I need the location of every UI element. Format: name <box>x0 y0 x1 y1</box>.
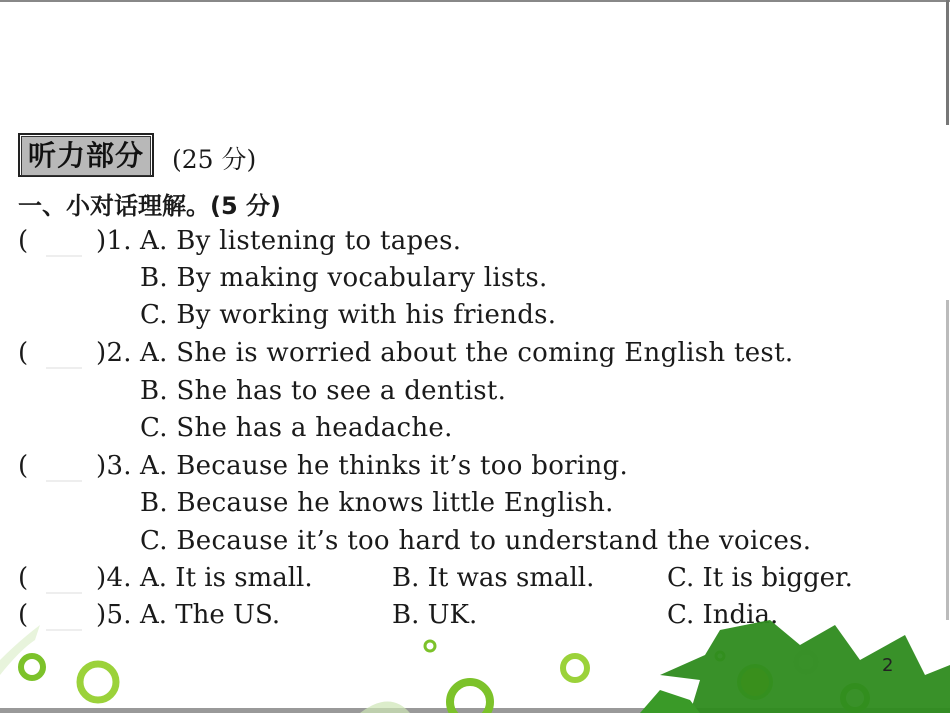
top-rule <box>0 0 950 2</box>
section-title: 听力部分 <box>21 136 151 176</box>
option-b: B. It was small. <box>392 563 595 593</box>
ring-icon <box>80 664 116 700</box>
option-c: C. She has a headache. <box>140 413 453 443</box>
option-a: A. Because he thinks it’s too boring. <box>140 451 629 481</box>
option-c: C. India. <box>667 600 779 630</box>
option-a: A. It is small. <box>140 563 313 593</box>
leaf-icon <box>360 702 410 713</box>
option-b: B. By making vocabulary lists. <box>140 263 548 293</box>
question-number: )1. <box>96 226 132 256</box>
answer-paren: ( <box>18 338 29 368</box>
option-a: A. By listening to tapes. <box>140 226 462 256</box>
decorative-footer <box>0 620 950 713</box>
section-title-box <box>18 133 154 177</box>
option-b: B. Because he knows little English. <box>140 488 614 518</box>
section-score: (25 分) <box>172 145 257 174</box>
option-c: C. By working with his friends. <box>140 300 557 330</box>
option-a: A. The US. <box>140 600 281 630</box>
question-number: )2. <box>96 338 132 368</box>
option-c: C. Because it’s too hard to understand the voices. <box>140 526 812 556</box>
part-heading: 一、小对话理解。(5 分) <box>18 192 281 220</box>
ring-icon <box>21 656 43 678</box>
leaf-icon <box>640 690 700 713</box>
option-a: A. She is worried about the coming English test. <box>140 338 794 368</box>
question-number: )4. <box>96 563 132 593</box>
right-edge <box>946 0 949 125</box>
answer-paren: ( <box>18 600 29 630</box>
answer-blank[interactable] <box>46 592 82 594</box>
question-number: )3. <box>96 451 132 481</box>
option-b: B. She has to see a dentist. <box>140 376 507 406</box>
answer-paren: ( <box>18 226 29 256</box>
answer-paren: ( <box>18 451 29 481</box>
answer-blank[interactable] <box>46 480 82 482</box>
answer-blank[interactable] <box>46 255 82 257</box>
leaf-icon <box>660 620 950 713</box>
option-c: C. It is bigger. <box>667 563 853 593</box>
page-number: 2 <box>882 655 894 676</box>
answer-blank[interactable] <box>46 367 82 369</box>
right-edge <box>946 300 949 620</box>
ring-icon <box>563 656 587 680</box>
ring-icon <box>425 641 435 651</box>
option-b: B. UK. <box>392 600 478 630</box>
answer-paren: ( <box>18 563 29 593</box>
question-number: )5. <box>96 600 132 630</box>
